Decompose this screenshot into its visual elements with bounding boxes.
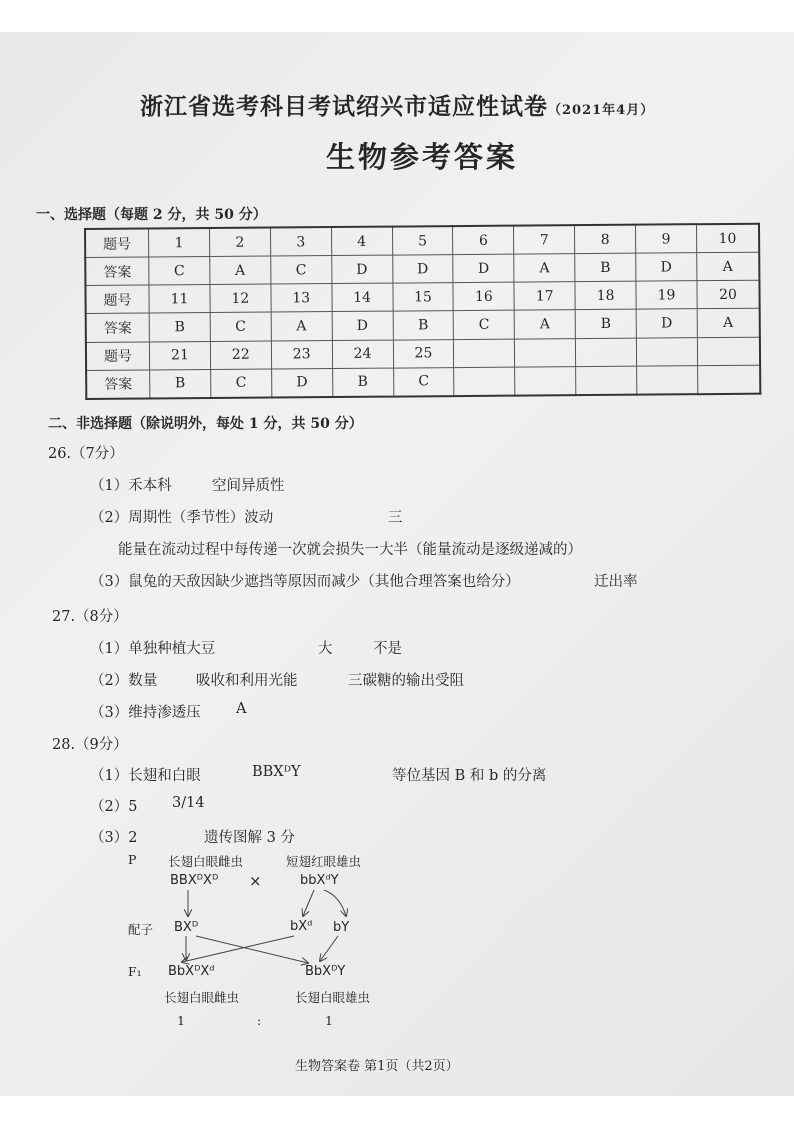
row-header: 题号 bbox=[86, 342, 150, 371]
question-number-cell: 22 bbox=[210, 341, 271, 370]
answer-cell: D bbox=[453, 254, 514, 283]
answer-cell: C bbox=[393, 367, 454, 396]
q27-1b: 大 bbox=[318, 641, 333, 657]
q28-1c: 等位基因 B 和 b 的分离 bbox=[392, 768, 547, 784]
arrow-bxd-to-female-offspring bbox=[196, 936, 308, 963]
question-number-cell: 21 bbox=[149, 341, 210, 370]
answer-cell: D bbox=[331, 255, 392, 284]
cross-gamete-1: BXᴰ bbox=[174, 920, 199, 935]
cross-p-label: P bbox=[128, 852, 137, 867]
question-number-cell: 11 bbox=[149, 285, 210, 314]
arrow-bxd-to-male-offspring-left bbox=[182, 936, 294, 962]
answer-cell: A bbox=[210, 256, 271, 285]
question-number-cell: 13 bbox=[271, 284, 332, 313]
q27-2c: 三碳糖的输出受阻 bbox=[348, 673, 464, 689]
answer-cell: C bbox=[149, 257, 210, 286]
answer-cell: B bbox=[575, 310, 636, 339]
answer-cell: A bbox=[271, 312, 332, 341]
page-footer: 生物答案卷 第1页（共2页） bbox=[295, 1059, 459, 1074]
answer-cell: B bbox=[393, 311, 454, 340]
cross-offspring-1: BbXᴰXᵈ bbox=[168, 964, 215, 979]
cross-p-female-label: 长翅白眼雌虫 bbox=[168, 854, 244, 869]
q28-2b: 3/14 bbox=[172, 795, 205, 811]
answer-cell: A bbox=[514, 254, 575, 283]
answer-cell: C bbox=[270, 256, 331, 285]
question-number-cell: 2 bbox=[209, 228, 270, 257]
section1-heading: 一、选择题（每题 2 分，共 50 分） bbox=[36, 207, 267, 223]
q28-3b: 遗传图解 3 分 bbox=[204, 830, 295, 846]
row-header: 答案 bbox=[86, 313, 150, 342]
question-number-cell: 24 bbox=[332, 340, 393, 369]
question-number-cell: 25 bbox=[393, 339, 454, 368]
exam-date: （2021年4月） bbox=[548, 103, 655, 118]
cross-gamete-2: bXᵈ bbox=[290, 919, 313, 934]
q28-2a: （2）5 bbox=[90, 799, 138, 815]
row-header: 答案 bbox=[86, 370, 150, 399]
q27-2a: （2）数量 bbox=[90, 673, 158, 689]
answer-cell: D bbox=[636, 253, 697, 282]
cross-p-male-genotype: bbXᵈY bbox=[300, 873, 339, 888]
q26-label: 26.（7分） bbox=[48, 446, 124, 462]
question-number-cell: 20 bbox=[697, 281, 760, 310]
question-number-cell: 6 bbox=[453, 226, 514, 255]
answer-cell: D bbox=[271, 368, 332, 397]
cross-offspring-2: BbXᴰY bbox=[305, 964, 346, 979]
cross-gamete-3: bY bbox=[333, 920, 350, 935]
q27-1c: 不是 bbox=[373, 641, 402, 657]
row-header: 题号 bbox=[85, 228, 149, 257]
question-number-cell: 12 bbox=[210, 284, 271, 313]
arrow-male-to-gamete-xd bbox=[303, 890, 314, 916]
cross-ratio-left: 1 bbox=[177, 1013, 185, 1028]
answer-cell: B bbox=[150, 369, 211, 398]
q28-label: 28.（9分） bbox=[52, 737, 128, 753]
answer-cell: B bbox=[332, 368, 393, 397]
answer-cell: B bbox=[149, 313, 210, 342]
question-number-cell: 15 bbox=[392, 283, 453, 312]
answer-cell: A bbox=[697, 252, 760, 281]
q26-2a: （2）周期性（季节性）波动 bbox=[90, 510, 274, 526]
q26-3b: 迁出率 bbox=[594, 574, 638, 590]
question-number-cell: 16 bbox=[453, 282, 514, 311]
question-number-cell: 18 bbox=[575, 282, 636, 311]
question-number-cell: 5 bbox=[392, 226, 453, 255]
q28-3a: （3）2 bbox=[90, 830, 138, 846]
question-number-cell: 17 bbox=[514, 282, 575, 311]
cross-times-sign: × bbox=[249, 872, 262, 890]
q26-1b: 空间异质性 bbox=[212, 478, 285, 494]
answer-cell: D bbox=[636, 309, 697, 338]
q26-3a: （3）鼠兔的天敌因缺少遮挡等原因而减少（其他合理答案也给分） bbox=[90, 574, 520, 590]
answer-cell: D bbox=[332, 312, 393, 341]
question-number-cell: 10 bbox=[696, 224, 759, 253]
q28-1a: （1）长翅和白眼 bbox=[90, 768, 201, 784]
q27-1a: （1）单独种植大豆 bbox=[90, 641, 216, 657]
question-number-cell: 23 bbox=[271, 340, 332, 369]
question-number-cell: 1 bbox=[149, 228, 210, 257]
question-number-cell: 19 bbox=[636, 281, 697, 310]
q26-2c: 能量在流动过程中每传递一次就会损失一大半（能量流动是逐级递减的） bbox=[118, 542, 582, 558]
answer-cell: C bbox=[210, 369, 271, 398]
question-number-cell: 8 bbox=[575, 225, 636, 254]
question-number-cell: 14 bbox=[332, 283, 393, 312]
question-number-cell: 3 bbox=[270, 227, 331, 256]
cross-f1-label: F₁ bbox=[128, 964, 142, 979]
cross-gamete-label: 配子 bbox=[128, 922, 154, 937]
answer-cell: A bbox=[514, 310, 575, 339]
cross-p-female-genotype: BBXᴰXᴰ bbox=[170, 873, 219, 888]
answer-cell: B bbox=[575, 253, 636, 282]
question-number-cell: 9 bbox=[635, 224, 696, 253]
answer-cell: D bbox=[392, 255, 453, 284]
row-header: 答案 bbox=[85, 257, 149, 286]
q28-1b: BBXᴰY bbox=[252, 764, 301, 780]
cross-ratio-right: 1 bbox=[325, 1013, 333, 1028]
cross-offspring-1-label: 长翅白眼雌虫 bbox=[164, 990, 240, 1005]
answer-cell: C bbox=[454, 311, 515, 340]
q26-1a: （1）禾本科 bbox=[90, 478, 172, 494]
question-number-cell: 4 bbox=[331, 227, 392, 256]
cross-ratio-separator: : bbox=[257, 1013, 262, 1028]
q27-label: 27.（8分） bbox=[52, 609, 128, 625]
answer-cell: C bbox=[210, 313, 271, 342]
section2-heading: 二、非选择题（除说明外，每处 1 分，共 50 分） bbox=[48, 416, 363, 432]
q27-2b: 吸收和利用光能 bbox=[196, 673, 298, 689]
answer-cell: A bbox=[697, 309, 760, 338]
q26-2b: 三 bbox=[388, 510, 403, 526]
arrow-male-to-gamete-y bbox=[324, 890, 346, 916]
question-number-cell: 7 bbox=[514, 225, 575, 254]
cross-p-male-label: 短翅红眼雄虫 bbox=[286, 854, 362, 869]
row-header: 题号 bbox=[85, 285, 149, 314]
cross-offspring-2-label: 长翅白眼雄虫 bbox=[295, 990, 371, 1005]
q27-3b: A bbox=[236, 701, 247, 717]
arrow-by-to-male-offspring bbox=[320, 936, 338, 961]
q27-3a: （3）维持渗透压 bbox=[90, 705, 201, 721]
exam-title-main: 浙江省选考科目考试绍兴市适应性试卷 bbox=[140, 93, 548, 120]
page-title: 生物参考答案 bbox=[326, 140, 519, 174]
